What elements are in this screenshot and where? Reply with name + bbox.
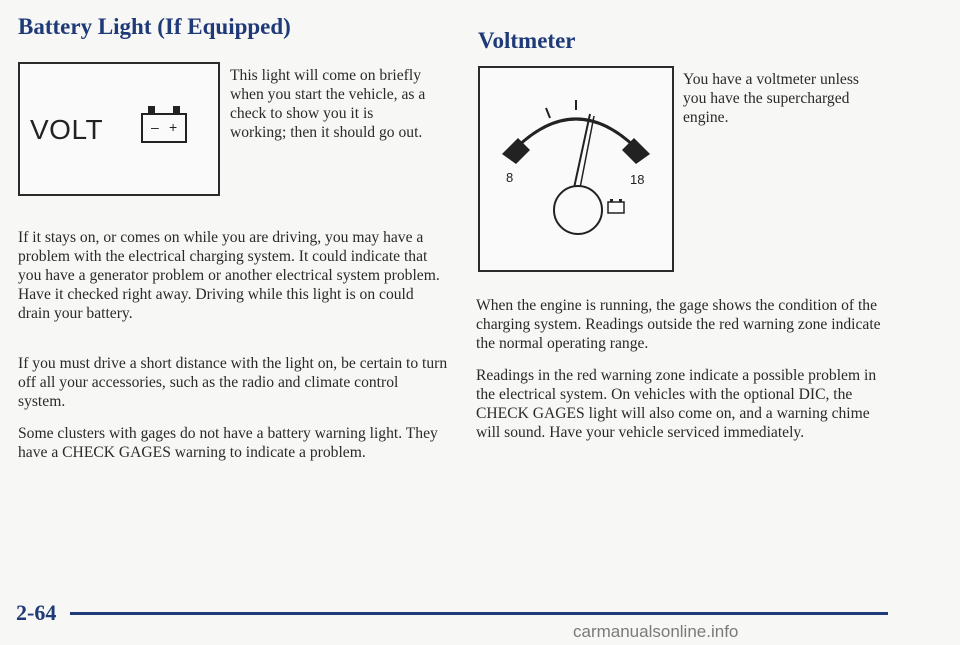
battery-paragraph-1: If it stays on, or comes on while you are driving, you may have a problem with the electrical charging system. It could indicate that you have a generator problem or another electrical system problem. Have it checked right away. Driving while this light is on could drain your battery.: [18, 229, 440, 322]
battery-paragraph-2: If you must drive a short distance with the light on, be certain to turn off all your accessories, such as the radio and climate control system.: [18, 355, 448, 410]
voltmeter-illustration: [478, 66, 674, 272]
battery-icon: [128, 94, 208, 164]
voltmeter-gauge: [480, 68, 672, 270]
voltmeter-intro: You have a voltmeter unless you have the supercharged engine.: [683, 71, 859, 126]
gauge-hub: [554, 186, 602, 234]
gauge-max-label: 18: [630, 172, 645, 187]
battery-light-heading: Battery Light (If Equipped): [18, 14, 291, 39]
page-number: 2-64: [16, 600, 57, 625]
voltmeter-paragraph-2: Readings in the red warning zone indicate a possible problem in the electrical system. On vehicles with the optional DIC, the CHECK GAGES light will also come on, and a warning chime will sound. Have your vehicle serviced immediately.: [476, 367, 877, 441]
voltmeter-paragraph-1: When the engine is running, the gage shows the condition of the charging system. Readings outside the red warning zone indicate the normal operating range.: [476, 297, 881, 352]
watermark: carmanualsonline.info: [573, 622, 739, 641]
battery-light-illustration: [18, 62, 220, 196]
gauge-min-label: 8: [506, 170, 514, 185]
battery-plus-symbol: +: [169, 119, 178, 135]
voltmeter-heading: Voltmeter: [478, 28, 576, 53]
battery-light-intro: This light will come on briefly when you start the vehicle, as a check to show you it is working; then it should go out.: [230, 67, 426, 141]
volt-label: VOLT: [30, 114, 104, 145]
gauge-battery-icon: [608, 199, 624, 213]
footer-rule: [70, 612, 888, 615]
battery-minus-symbol: –: [151, 119, 159, 135]
battery-paragraph-3: Some clusters with gages do not have a battery warning light. They have a CHECK GAGES warning to indicate a problem.: [18, 425, 438, 461]
